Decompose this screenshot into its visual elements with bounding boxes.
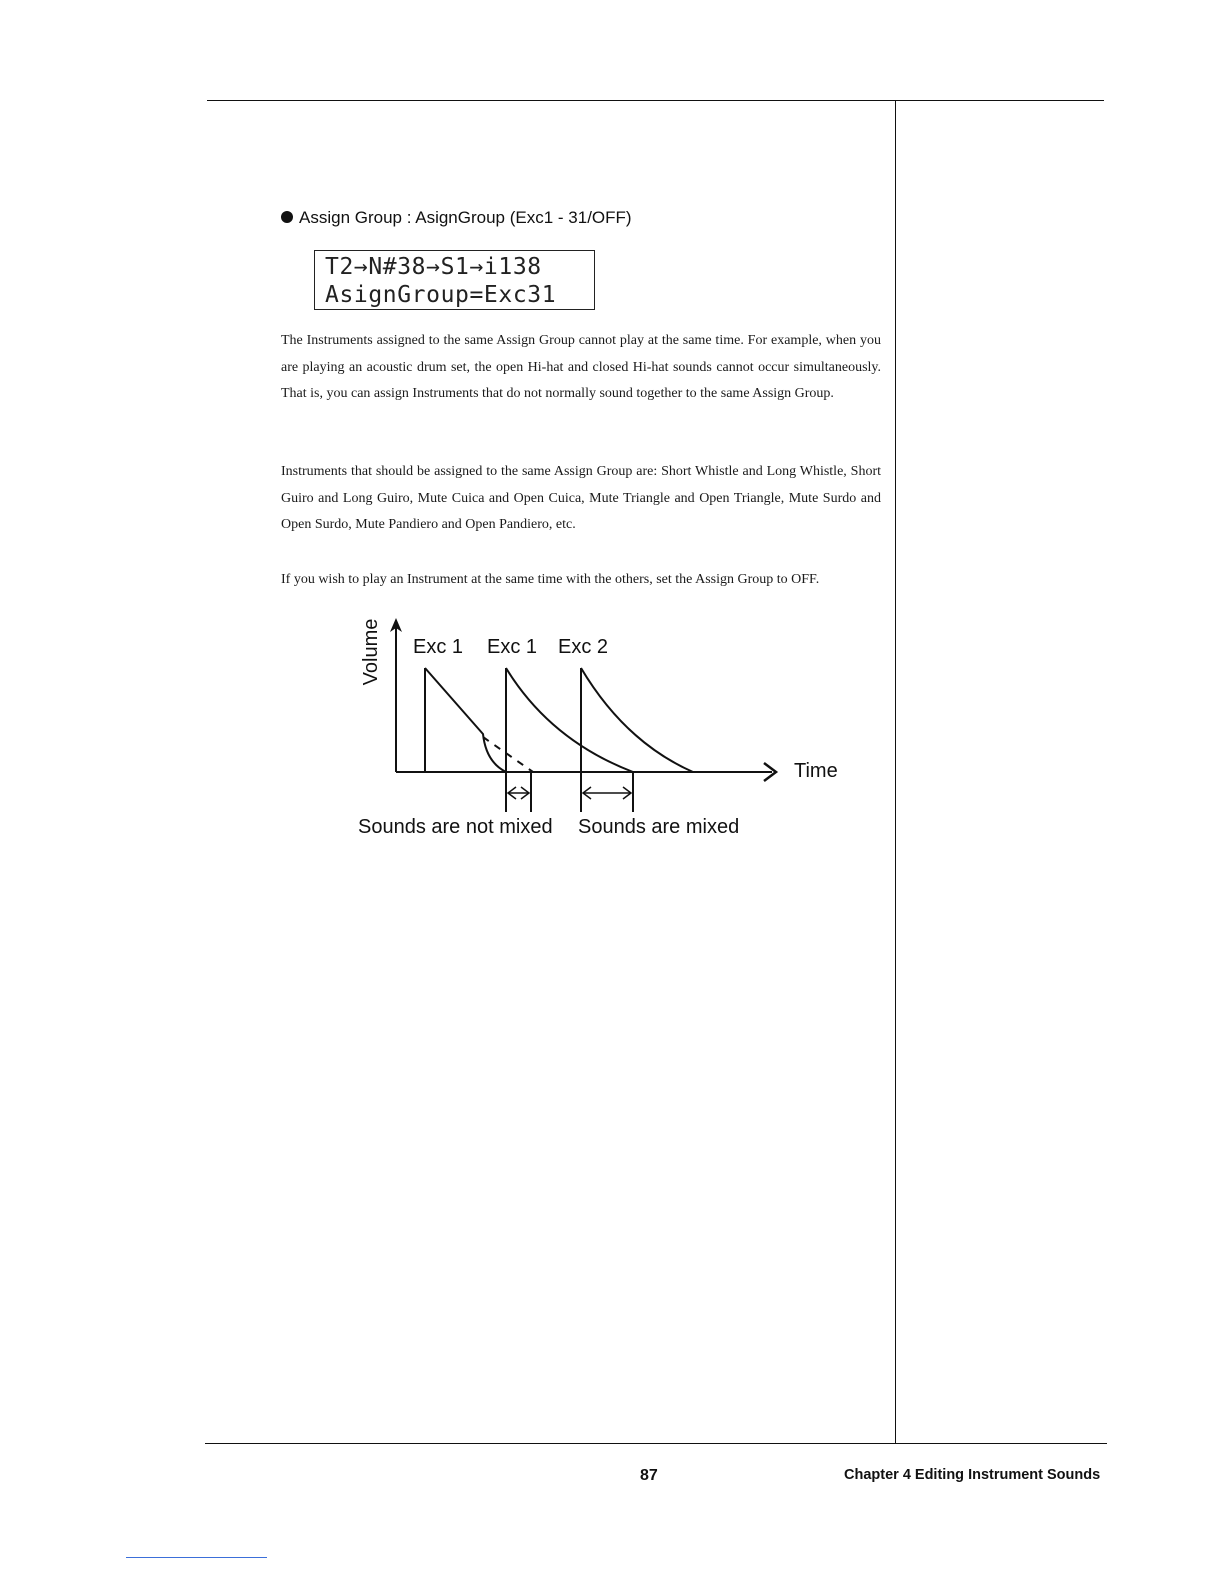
link-underline <box>126 1557 267 1558</box>
heading-text: Assign Group : AsignGroup (Exc1 - 31/OFF) <box>299 208 632 227</box>
section-heading <box>281 208 632 228</box>
lcd-display <box>314 250 595 310</box>
paragraph-instruments: Instruments that should be assigned to the same Assign Group are: Short Whistle and Long Whistle, Short Guiro and Long Guiro, Mute Cuica and Open Cuica, Mute Triangle and Open Triangle, Mute Surdo and Open Surdo, Mute Pandiero and Open Pandiero, etc. <box>281 464 881 532</box>
x-axis-label: Time <box>794 760 838 782</box>
page-number: 87 <box>640 1467 658 1484</box>
paragraph-intro: The Instruments assigned to the same Assign Group cannot play at the same time. For example, when you are playing an acoustic drum set, the open Hi-hat and closed Hi-hat sounds cannot occur simultaneously. That is, you can assign Instruments that do not normally sound together to the same Assign Group. <box>281 333 881 401</box>
envelope-1-cutoff <box>483 737 533 772</box>
margin-rule <box>895 100 896 1444</box>
sound-label-exc1-b: Exc 1 <box>487 636 538 658</box>
assign-group-diagram <box>340 612 840 847</box>
paragraph-off: If you wish to play an Instrument at the same time with the others, set the Assign Group to OFF. <box>281 572 820 587</box>
chapter-title: Chapter 4 Editing Instrument Sounds <box>844 1467 1101 1483</box>
bottom-rule <box>205 1443 1107 1444</box>
top-rule <box>207 100 1104 101</box>
envelope-2-decay <box>506 668 633 772</box>
sound-label-exc1-a: Exc 1 <box>413 636 464 658</box>
envelope-1-decay <box>425 668 506 772</box>
lcd-line-1: T2→N#38→S1→i138 <box>325 254 542 280</box>
caption-not-mixed: Sounds are not mixed <box>358 816 553 838</box>
sound-label-exc2: Exc 2 <box>558 636 609 658</box>
lcd-line-2: AsignGroup=Exc31 <box>325 282 557 308</box>
bullet-icon <box>281 211 293 223</box>
y-axis-label: Volume <box>360 618 382 686</box>
caption-mixed: Sounds are mixed <box>578 816 740 838</box>
